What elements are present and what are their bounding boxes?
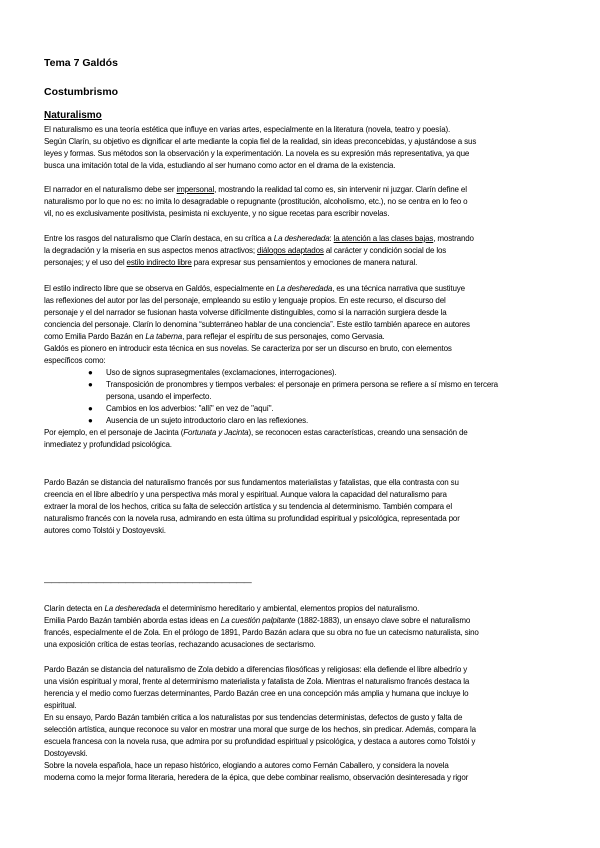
text-run: , mostrando: [433, 234, 474, 243]
italic-title: La cuestión palpitante: [220, 616, 296, 625]
text-line: autores como Tolstói y Dostoyevski.: [44, 526, 166, 535]
bullet-icon: ●: [88, 380, 93, 389]
list-item-text: Cambios en los adverbios: "allí" en vez de "aquí".: [106, 404, 274, 413]
paragraph-pardo-bazan: [44, 477, 568, 537]
text-run: Entre los rasgos del naturalismo que Clarín destaca, en su crítica a: [44, 234, 274, 243]
underlined-term: la atención a las clases bajas: [333, 234, 434, 243]
text-line: personaje y el del narrador se fusionan hasta volverse difícilmente distinguibles, como si la narración surgiera desde la: [44, 308, 447, 317]
text-run: , es una técnica narrativa que sustituye: [332, 284, 465, 293]
text-line: naturalismo por lo que no es: no imita lo desagradable o repugnante (prostitución, alcoholismo, etc.), no se centra en lo feo o: [44, 197, 468, 206]
text-run: ), se reconocen estas características, creando una sensación de: [248, 428, 468, 437]
list-item: [44, 415, 568, 427]
text-line: las reflexiones del autor por las del personaje, empleando su estilo y lenguaje propios. En este recurso, el discurso del: [44, 296, 446, 305]
text-run: personajes; y el uso del: [44, 258, 127, 267]
text-line: El naturalismo es una teoría estética que influye en varias artes, especialmente en la literatura (novela, teatro y poesía).: [44, 125, 451, 134]
italic-title: La desheredada: [104, 604, 161, 613]
text-line: busca una imitación total de la vida, estudiando al ser humano como actor en el drama de la existencia.: [44, 161, 396, 170]
separator-line: ————————————————————————————: [44, 578, 252, 587]
feature-list: [44, 367, 568, 427]
subsection-heading-naturalismo: Naturalismo: [44, 110, 102, 121]
text-line: naturalismo francés con la novela rusa, admirando en esta última su profundidad espiritual y psicológica, representada por: [44, 514, 460, 523]
text-line: creencia en el libre albedrío y una perspectiva más moral y espiritual. Aunque valora la capacidad del naturalismo para: [44, 490, 447, 499]
text-line: [44, 245, 568, 257]
text-run: al carácter y condición social de los: [323, 246, 447, 255]
text-line: Según Clarín, su objetivo es dignificar el arte mediante la copia fiel de la realidad, sin ideas preconcebidas, y ajustándose a sus: [44, 137, 477, 146]
text-line: [44, 257, 568, 269]
list-item-text: Ausencia de un sujeto introductorio claro en las reflexiones.: [106, 416, 309, 425]
underlined-term: diálogos adaptados: [257, 246, 324, 255]
italic-title: La desheredada: [276, 284, 333, 293]
list-item: [44, 403, 568, 415]
italic-title: La desheredada: [273, 234, 330, 243]
text-line: moderna como la mejor forma literaria, heredera de la épica, que debe combinar realismo, observación desinteresada y rigor: [44, 773, 469, 782]
paragraph-clarin-detecta: [44, 603, 568, 651]
text-run: para expresar sus pensamientos y emociones de manera natural.: [191, 258, 418, 267]
italic-title: La taberna: [145, 332, 183, 341]
text-line: escuela francesa con la novela rusa, que admira por su profundidad espiritual y psicológica, y destaca a autores como Tolstói y: [44, 737, 476, 746]
text-line: vil, no es exclusivamente positivista, pesimista ni excluyente, y no sigue recetas para escribir novelas.: [44, 209, 390, 218]
text-line: una exposición crítica de estas teorías, rechazando acusaciones de sectarismo.: [44, 640, 316, 649]
underlined-term: impersonal: [176, 185, 215, 194]
italic-title: Fortunata y Jacinta: [183, 428, 249, 437]
text-run: El estilo indirecto libre que se observa en Galdós, especialmente en: [44, 284, 277, 293]
list-item-text: Transposición de pronombres y tiempos verbales: el personaje en primera persona se refiere a sí mismo en tercera: [106, 380, 498, 389]
text-run: :: [329, 234, 334, 243]
text-line: Dostoyevski.: [44, 749, 88, 758]
text-run: , mostrando la realidad tal como es, sin intervenir ni juzgar. Clarín define el: [214, 185, 467, 194]
text-run: El narrador en el naturalismo debe ser: [44, 185, 177, 194]
text-line: Pardo Bazán se distancia del naturalismo francés por sus fundamentos materialistas y fatalistas, que ella contrasta con su: [44, 478, 459, 487]
text-run: Por ejemplo, en el personaje de Jacinta (: [44, 428, 184, 437]
paragraph-example: [44, 427, 568, 451]
text-line: específicos como:: [44, 356, 106, 365]
text-line: Pardo Bazán se distancia del naturalismo de Zola debido a diferencias filosóficas y religiosas: ella defiende el libre albedrío y: [44, 665, 468, 674]
text-line: inmediatez y profundidad psicológica.: [44, 440, 172, 449]
text-run: (1882-1883), un ensayo clave sobre el naturalismo: [295, 616, 471, 625]
text-line: [44, 184, 568, 196]
bullet-icon: ●: [88, 416, 93, 425]
text-line: una visión espiritual y moral, frente al determinismo materialista y fatalista de Zola. Mientras el naturalismo francés destaca la: [44, 677, 470, 686]
text-run: la degradación y la miseria en sus aspectos menos atractivos;: [44, 246, 258, 255]
paragraph-definition: [44, 124, 568, 172]
text-line: [44, 283, 568, 295]
text-line: leyes y formas. Sus métodos son la observación y la experimentación. La novela es su expresión más representativa, ya que: [44, 149, 470, 158]
bullet-icon: ●: [88, 404, 93, 413]
bullet-icon: ●: [88, 368, 93, 377]
text-line: francés, especialmente el de Zola. En el prólogo de 1891, Pardo Bazán aclara que su obra no fue un catecismo naturalista, sino: [44, 628, 479, 637]
text-line: [44, 427, 568, 439]
document-title: Tema 7 Galdós: [44, 57, 118, 69]
text-line: [44, 331, 568, 343]
text-run: el determinismo hereditario y ambiental, elementos propios del naturalismo.: [160, 604, 420, 613]
text-line: [44, 233, 568, 245]
list-item-text: Uso de signos suprasegmentales (exclamaciones, interrogaciones).: [106, 368, 337, 377]
text-line: extraer la moral de los hechos, critica su falta de selección artística y su tendencia al determinismo. También compara el: [44, 502, 452, 511]
text-run: como Emilia Pardo Bazán en: [44, 332, 146, 341]
text-line: [44, 603, 568, 615]
text-line: espiritual.: [44, 701, 77, 710]
text-line: selección artística, aunque reconoce su valor en mostrar una moral que surge de los hechos, sin predicar. Además, compara la: [44, 725, 476, 734]
list-item: [44, 367, 568, 379]
text-line: Galdós es pionero en introducir esta técnica en sus novelas. Se caracteriza por ser un discurso en bruto, con elementos: [44, 344, 452, 353]
text-run: , para reflejar el espíritu de sus personajes, como Gervasia.: [182, 332, 385, 341]
paragraph-narrator: [44, 184, 568, 220]
section-heading-costumbrismo: Costumbrismo: [44, 86, 119, 98]
list-item: [44, 379, 568, 403]
text-line: herencia y el medio como fuerzas determinantes, Pardo Bazán cree en una concepción más amplia y humana que incluye lo: [44, 689, 469, 698]
text-line: En su ensayo, Pardo Bazán también critica a los naturalistas por sus tendencias deterministas, defectos de gusto y falta de: [44, 713, 463, 722]
list-item-continuation: persona, usando el imperfecto.: [106, 392, 212, 401]
paragraph-indirect-style: [44, 283, 568, 367]
text-line: [44, 615, 568, 627]
text-run: Clarín detecta en: [44, 604, 105, 613]
paragraph-traits: [44, 233, 568, 269]
underlined-term: estilo indirecto libre: [126, 258, 192, 267]
text-run: Emilia Pardo Bazán también aborda estas ideas en: [44, 616, 221, 625]
paragraph-zola: [44, 664, 568, 784]
text-line: conciencia del personaje. Clarín lo denomina “subterráneo hablar de una conciencia”. Este estilo también aparece en autores: [44, 320, 470, 329]
text-line: Sobre la novela española, hace un repaso histórico, elogiando a autores como Fernán Caballero, y considera la novela: [44, 761, 449, 770]
